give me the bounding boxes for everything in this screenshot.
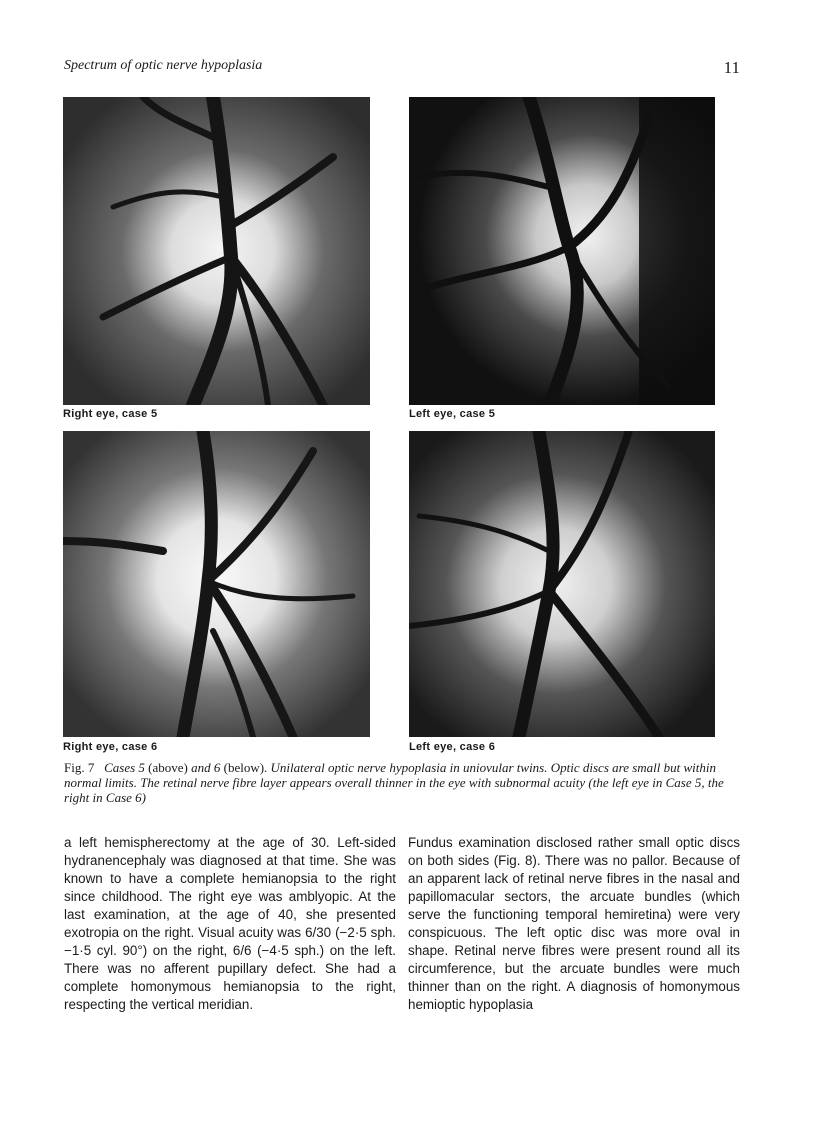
panel-label-right-eye-case-6: Right eye, case 6 <box>63 741 158 753</box>
figure-caption <box>64 760 724 805</box>
fundus-photo-left-eye-case-6 <box>409 431 715 737</box>
panel-label-right-eye-case-5: Right eye, case 5 <box>63 408 158 420</box>
page-number: 11 <box>723 58 740 77</box>
caption-and-6: and 6 <box>191 760 221 775</box>
fundus-photo-right-eye-case-5 <box>63 97 370 405</box>
right-column-paragraph: Fundus examination disclosed rather small optic discs on both sides (Fig. 8). There was no pallor. Because of an apparent lack of retinal nerve fibres in the nasal and papillomacular sectors, the arcuate bundles (which serve the functioning temporal hemiretina) were very conspicuous. The left optic disc was more oval in shape. Retinal nerve fibres were present round all its circumference, but the arcuate bundles were much thinner than on the right. A diagnosis of homonymous hemioptic hypoplasia <box>408 835 740 1012</box>
caption-text: Unilateral optic nerve hypoplasia in uniovular twins. Optic discs are small but within normal limits. The retinal nerve fibre layer appears overall thinner in the eye with subnormal acuity (the left eye in Case 5, the right in Case 6) <box>64 760 724 805</box>
body-right-column <box>408 834 740 1014</box>
panel-label-left-eye-case-5: Left eye, case 5 <box>409 408 496 420</box>
left-column-paragraph: a left hemispherectomy at the age of 30. Left-sided hydranencephaly was diagnosed at that time. She was known to have a complete hemianopsia to the right since childhood. The right eye was amblyopic. At the last examination, at the age of 40, she presented exotropia on the right. Visual acuity was 6/30 (−2·5 sph. −1·5 cyl. 90°) on the right, 6/6 (−4·5 sph.) on the left. There was no afferent pupillary defect. She had a complete homonymous hemianopsia to the right, respecting the vertical meridian. <box>64 835 396 1012</box>
panel-label-left-eye-case-6: Left eye, case 6 <box>409 741 496 753</box>
body-left-column <box>64 834 396 1014</box>
fundus-photo-left-eye-case-5 <box>409 97 715 405</box>
running-title: Spectrum of optic nerve hypoplasia <box>64 58 263 73</box>
fundus-photo-right-eye-case-6 <box>63 431 370 737</box>
figure-label: Fig. 7 <box>64 760 95 775</box>
caption-below: (below). <box>223 760 268 775</box>
caption-cases-5: Cases 5 <box>104 760 145 775</box>
caption-above: (above) <box>148 760 188 775</box>
